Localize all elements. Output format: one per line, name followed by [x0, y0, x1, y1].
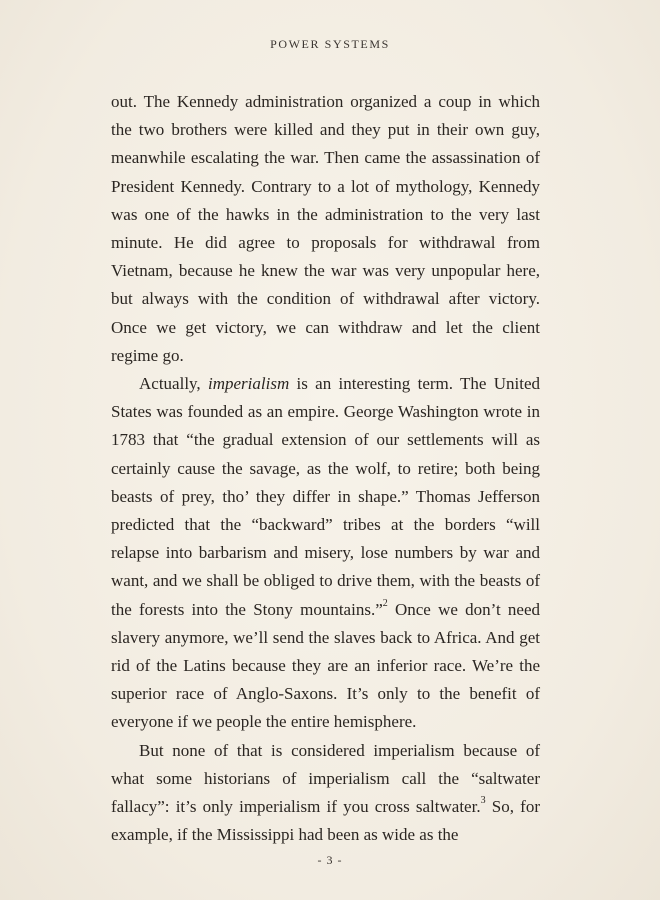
paragraph-3-body: But none of that is considered imperialism because of what some historians of imperialism call the “saltwater fallacy”: it’s only imperialism if you cross saltwater. — [111, 740, 540, 817]
paragraph-2-lead: Actually, — [139, 374, 208, 394]
body-text — [111, 88, 540, 849]
paragraph-2-body: is an interesting term. The United States was founded as an empire. George Washington wrote in 1783 that “the gradual extension of our settlements will as certainly cause the savage, as the wolf, to retire; both being beasts of prey, tho’ they differ in shape.” Thomas Jefferson predicted that the “backward” tribes at the borders “will relapse into barbarism and misery, lose numbers by war and want, and we shall be obliged to drive them, with the beasts of the forests into the Stony mountains.” — [111, 374, 540, 619]
footnote-marker-3: 3 — [480, 795, 486, 807]
running-head: POWER SYSTEMS — [270, 37, 390, 51]
page-number: - 3 - — [317, 853, 343, 867]
italic-term: imperialism — [208, 374, 290, 394]
paragraph-2 — [111, 370, 540, 737]
paragraph-3-tail: So, for example, if the Mississippi had been as wide as the — [111, 797, 540, 845]
footnote-marker-2: 2 — [382, 598, 388, 609]
paragraph-1 — [111, 88, 540, 370]
paragraph-3 — [111, 737, 540, 850]
paragraph-2-tail: Once we don’t need slavery anymore, we’ll send the slaves back to Africa. And get rid of the Latins because they are an inferior race. We’re the superior race of Anglo-Saxons. It’s only to the benefit of everyone if we people the entire hemisphere. — [111, 599, 541, 732]
paragraph-1-text: out. The Kennedy administration organized a coup in which the two brothers were killed and they put in their own guy, meanwhile escalating the war. Then came the assassination of President Kennedy. Contrary to a lot of mythology, Kennedy was one of the hawks in the administration to the very last minute. He did agree to proposals for withdrawal from Vietnam, because he knew the war was very unpopular here, but always with the condition of withdrawal after victory. Once we get victory, we can withdraw and let the client regime go. — [111, 92, 540, 365]
